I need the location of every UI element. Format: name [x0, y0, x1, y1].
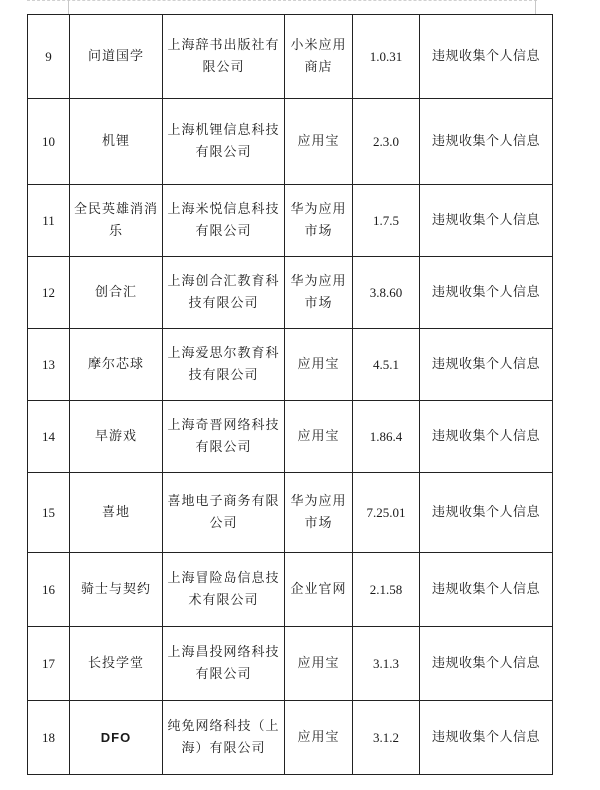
page-top-edge [27, 0, 537, 1]
app-name: 长投学堂 [70, 627, 163, 701]
row-number: 13 [28, 329, 70, 401]
violation-issue: 违规收集个人信息 [420, 15, 553, 99]
company-name: 上海昌投网络科技有限公司 [163, 627, 285, 701]
violation-issue: 违规收集个人信息 [420, 701, 553, 775]
table-row [28, 401, 553, 473]
table-row [28, 329, 553, 401]
app-version: 7.25.01 [353, 473, 420, 553]
app-store: 华为应用市场 [285, 185, 353, 257]
app-version: 2.3.0 [353, 99, 420, 185]
app-name: 创合汇 [70, 257, 163, 329]
violation-issue: 违规收集个人信息 [420, 627, 553, 701]
app-name: 问道国学 [70, 15, 163, 99]
violation-issue: 违规收集个人信息 [420, 401, 553, 473]
crop-mark-left [68, 0, 69, 14]
row-number: 17 [28, 627, 70, 701]
company-name: 喜地电子商务有限公司 [163, 473, 285, 553]
company-name: 上海奇晋网络科技有限公司 [163, 401, 285, 473]
app-store: 华为应用市场 [285, 257, 353, 329]
app-store: 华为应用市场 [285, 473, 353, 553]
violation-issue: 违规收集个人信息 [420, 553, 553, 627]
app-store: 企业官网 [285, 553, 353, 627]
company-name: 上海米悦信息科技有限公司 [163, 185, 285, 257]
row-number: 15 [28, 473, 70, 553]
app-name: 机锂 [70, 99, 163, 185]
table-row [28, 627, 553, 701]
row-number: 10 [28, 99, 70, 185]
row-number: 16 [28, 553, 70, 627]
app-name: DFO [70, 701, 163, 775]
table-row [28, 99, 553, 185]
app-store: 小米应用商店 [285, 15, 353, 99]
app-violation-table [27, 14, 553, 775]
company-name: 上海爱思尔教育科技有限公司 [163, 329, 285, 401]
company-name: 上海辞书出版社有限公司 [163, 15, 285, 99]
row-number: 11 [28, 185, 70, 257]
app-name: 早游戏 [70, 401, 163, 473]
table-row [28, 553, 553, 627]
table-row [28, 473, 553, 553]
company-name: 上海冒险岛信息技术有限公司 [163, 553, 285, 627]
violation-issue: 违规收集个人信息 [420, 473, 553, 553]
app-store: 应用宝 [285, 401, 353, 473]
app-version: 4.5.1 [353, 329, 420, 401]
app-store: 应用宝 [285, 627, 353, 701]
violation-issue: 违规收集个人信息 [420, 99, 553, 185]
table-row [28, 185, 553, 257]
violation-issue: 违规收集个人信息 [420, 185, 553, 257]
crop-mark-right [535, 0, 536, 14]
company-name: 上海机锂信息科技有限公司 [163, 99, 285, 185]
table-row [28, 257, 553, 329]
app-name: 喜地 [70, 473, 163, 553]
violation-issue: 违规收集个人信息 [420, 257, 553, 329]
app-name: 骑士与契约 [70, 553, 163, 627]
app-version: 1.86.4 [353, 401, 420, 473]
app-store: 应用宝 [285, 701, 353, 775]
row-number: 18 [28, 701, 70, 775]
app-version: 1.7.5 [353, 185, 420, 257]
app-version: 3.1.3 [353, 627, 420, 701]
row-number: 9 [28, 15, 70, 99]
app-version: 3.1.2 [353, 701, 420, 775]
app-store: 应用宝 [285, 329, 353, 401]
app-name: 摩尔芯球 [70, 329, 163, 401]
app-version: 1.0.31 [353, 15, 420, 99]
app-store: 应用宝 [285, 99, 353, 185]
table-row [28, 701, 553, 775]
row-number: 14 [28, 401, 70, 473]
violation-issue: 违规收集个人信息 [420, 329, 553, 401]
app-version: 3.8.60 [353, 257, 420, 329]
company-name: 上海创合汇教育科技有限公司 [163, 257, 285, 329]
company-name: 纯免网络科技（上海）有限公司 [163, 701, 285, 775]
row-number: 12 [28, 257, 70, 329]
app-version: 2.1.58 [353, 553, 420, 627]
app-name: 全民英雄消消乐 [70, 185, 163, 257]
table-row [28, 15, 553, 99]
